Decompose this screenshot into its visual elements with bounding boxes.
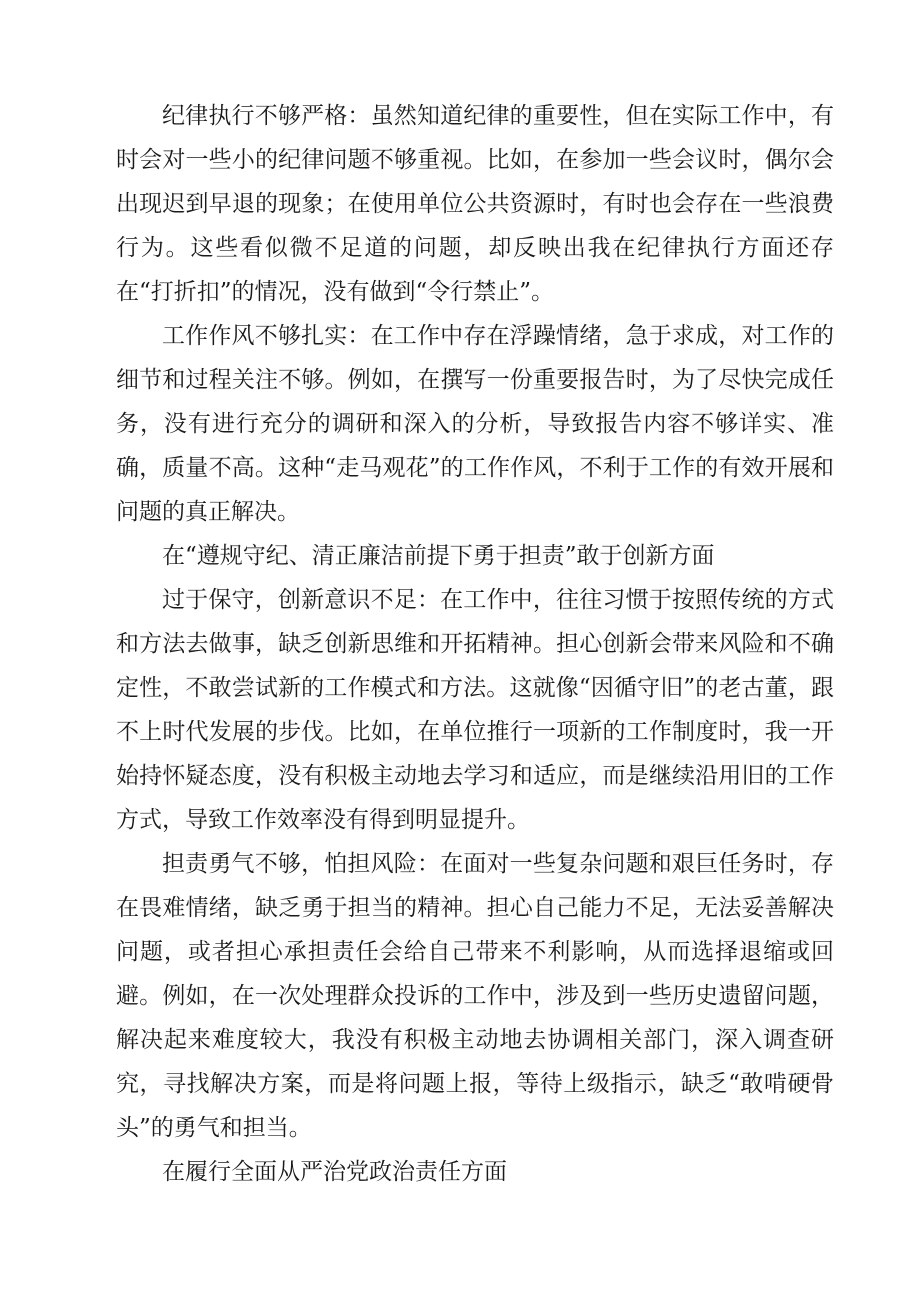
paragraph-discipline: 纪律执行不够严格：虽然知道纪律的重要性，但在实际工作中，有时会对一些小的纪律问题不够重视。比如，在参加一些会议时，偶尔会出现迟到早退的现象；在使用单位公共资源时，有时也会存在一些浪费行为。这些看似微不足道的问题，却反映出我在纪律执行方面还存在“打折扣”的情况，没有做到“令行禁止”。: [116, 103, 834, 305]
paragraph-work-style: 工作作风不够扎实：在工作中存在浮躁情绪，急于求成，对工作的细节和过程关注不够。例如，在撰写一份重要报告时，为了尽快完成任务，没有进行充分的调研和深入的分析，导致报告内容不够详实、准确，质量不高。这种“走马观花”的工作作风，不利于工作的有效开展和问题的真正解决。: [116, 323, 834, 525]
section-heading-party-governance: 在履行全面从严治党政治责任方面: [162, 1159, 507, 1185]
paragraph-conservatism: 过于保守，创新意识不足：在工作中，往往习惯于按照传统的方式和方法去做事，缺乏创新思维和开拓精神。担心创新会带来风险和不确定性，不敢尝试新的工作模式和方法。这就像“因循守旧”的老古董，跟不上时代发展的步伐。比如，在单位推行一项新的工作制度时，我一开始持怀疑态度，没有积极主动地去学习和适应，而是继续沿用旧的工作方式，导致工作效率没有得到明显提升。: [116, 587, 834, 833]
paragraph-responsibility: 担责勇气不够，怕担风险：在面对一些复杂问题和艰巨任务时，存在畏难情绪，缺乏勇于担当的精神。担心自己能力不足，无法妥善解决问题，或者担心承担责任会给自己带来不利影响，从而选择退缩或回避。例如，在一次处理群众投诉的工作中，涉及到一些历史遗留问题，解决起来难度较大，我没有积极主动地去协调相关部门，深入调查研究，寻找解决方案，而是将问题上报，等待上级指示，缺乏“敢啃硬骨头”的勇气和担当。: [116, 851, 834, 1141]
section-heading-innovation: 在“遵规守纪、清正廉洁前提下勇于担责”敢于创新方面: [162, 543, 715, 569]
